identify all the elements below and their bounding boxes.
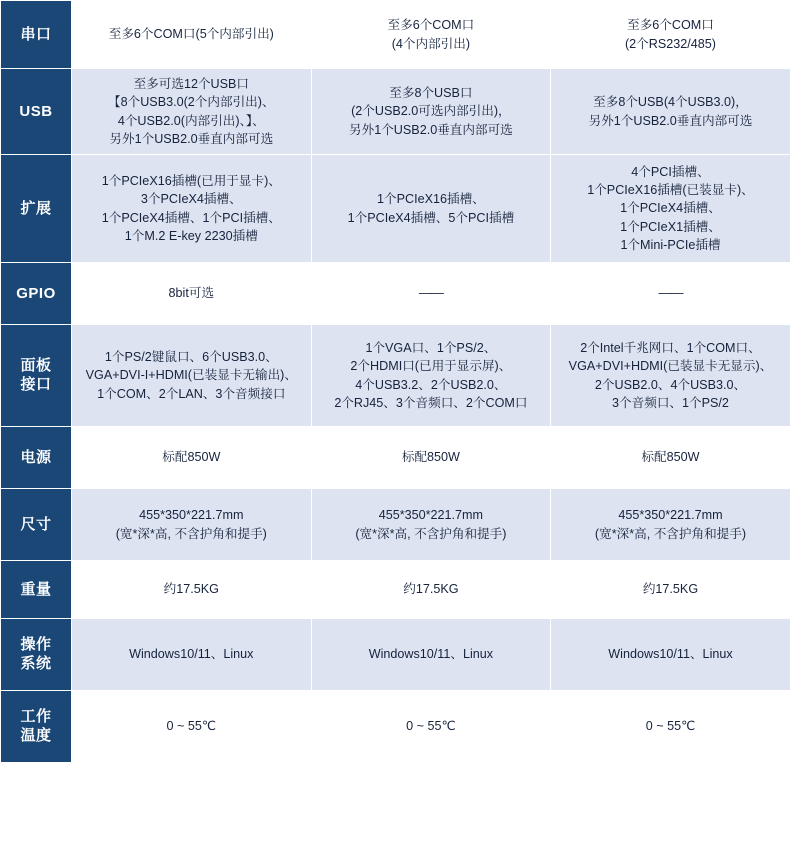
table-cell bbox=[311, 1, 551, 69]
cell-line: Windows10/11、Linux bbox=[368, 647, 494, 662]
cell-line: 455*350*221.7mm bbox=[378, 508, 484, 523]
cell-line: —— bbox=[418, 285, 443, 301]
cell-line: 3个音频口、1个PS/2 bbox=[612, 395, 729, 410]
cell-line: 1个COM、2个LAN、3个音频接口 bbox=[97, 386, 286, 401]
cell-line: 8bit可选 bbox=[168, 286, 215, 301]
table-cell bbox=[311, 427, 551, 489]
cell-line: 4个USB3.2、2个USB2.0、 bbox=[355, 377, 507, 392]
table-cell bbox=[72, 1, 312, 69]
cell-line: (4个内部引出) bbox=[391, 36, 471, 51]
row-label bbox=[1, 619, 72, 691]
cell-line: 0 ~ 55℃ bbox=[645, 719, 696, 734]
table-cell bbox=[311, 561, 551, 619]
cell-line: —— bbox=[658, 285, 683, 301]
cell-line: 另外1个USB2.0垂直内部可选 bbox=[588, 113, 753, 128]
cell-line: 约17.5KG bbox=[642, 582, 699, 597]
cell-line: 2个RJ45、3个音频口、2个COM口 bbox=[334, 395, 528, 410]
table-row bbox=[1, 155, 790, 263]
table-cell bbox=[72, 155, 312, 263]
cell-line: 另外1个USB2.0垂直内部可选 bbox=[109, 131, 274, 146]
cell-line: 2个USB2.0、4个USB3.0、 bbox=[594, 377, 747, 392]
cell-line: 0 ~ 55℃ bbox=[166, 719, 217, 734]
cell-line: 至多可选12个USB口 bbox=[133, 77, 250, 91]
table-row bbox=[1, 619, 790, 691]
cell-line: (宽*深*高, 不含护角和提手) bbox=[355, 526, 507, 541]
cell-line: 1个VGA口、1个PS/2、 bbox=[365, 341, 497, 355]
cell-line: 455*350*221.7mm bbox=[139, 508, 244, 523]
row-label: 电源 bbox=[1, 427, 72, 489]
row-label: USB bbox=[1, 69, 72, 155]
table-row bbox=[1, 691, 790, 763]
table-cell bbox=[72, 619, 312, 691]
cell-line: 1个PCIeX1插槽、 bbox=[620, 219, 721, 234]
row-label bbox=[1, 325, 72, 427]
cell-line: 至多8个USB(4个USB3.0)， bbox=[593, 95, 748, 110]
cell-line: 1个PCIeX16插槽(已装显卡)、 bbox=[587, 183, 754, 198]
cell-line: 2个HDMI口(已用于显示屏)、 bbox=[350, 359, 512, 374]
cell-line: VGA+DVI-I+HDMI(已装显卡无输出)、 bbox=[85, 368, 297, 383]
cell-line: 2个Intel千兆网口、1个COM口、 bbox=[580, 341, 761, 355]
cell-line: 1个PCIeX16插槽、 bbox=[376, 192, 485, 207]
cell-line: 约17.5KG bbox=[403, 582, 459, 597]
cell-line: 至多6个COM口 bbox=[387, 18, 475, 33]
table-cell bbox=[551, 69, 790, 155]
cell-line: 4个PCI插槽、 bbox=[631, 164, 710, 179]
table-row bbox=[1, 1, 790, 69]
cell-line: (宽*深*高, 不含护角和提手) bbox=[594, 526, 747, 541]
table-cell bbox=[311, 325, 551, 427]
cell-line: (2个USB2.0可选内部引出)， bbox=[351, 104, 511, 119]
row-label-line: 工作 bbox=[20, 707, 52, 725]
row-label bbox=[1, 691, 72, 763]
cell-line: 1个Mini-PCIe插槽 bbox=[620, 237, 721, 252]
cell-line: VGA+DVI+HDMI(已装显卡无显示)、 bbox=[568, 359, 773, 374]
table-cell bbox=[311, 69, 551, 155]
table-cell bbox=[311, 489, 551, 561]
cell-line: 0 ~ 55℃ bbox=[406, 719, 456, 734]
cell-line: 4个USB2.0(内部引出)、】、 bbox=[117, 113, 265, 128]
row-label: 尺寸 bbox=[1, 489, 72, 561]
table-cell bbox=[72, 691, 312, 763]
cell-line: 另外1个USB2.0垂直内部可选 bbox=[349, 122, 513, 137]
table-cell bbox=[72, 489, 312, 561]
cell-line: 1个PCIeX16插槽(已用于显卡)、 bbox=[101, 174, 281, 188]
row-label: 扩展 bbox=[1, 155, 72, 263]
table-cell bbox=[72, 263, 312, 325]
cell-line: 约17.5KG bbox=[163, 582, 219, 597]
row-label-line: 温度 bbox=[20, 726, 52, 744]
row-label: 串口 bbox=[1, 1, 72, 69]
cell-line: 1个PCIeX4插槽、5个PCI插槽 bbox=[347, 210, 515, 225]
table-row bbox=[1, 427, 790, 489]
row-label-line: 系统 bbox=[20, 654, 52, 672]
cell-line: 455*350*221.7mm bbox=[618, 508, 723, 523]
cell-line: Windows10/11、Linux bbox=[608, 647, 733, 662]
cell-line: 至多8个USB口 bbox=[389, 86, 473, 101]
row-label-line: 接口 bbox=[20, 375, 52, 393]
table-cell bbox=[551, 1, 790, 69]
table-cell bbox=[72, 325, 312, 427]
cell-line: Windows10/11、Linux bbox=[129, 647, 254, 662]
cell-line: 1个M.2 E-key 2230插槽 bbox=[124, 228, 258, 243]
table-cell bbox=[311, 155, 551, 263]
table-cell bbox=[551, 155, 790, 263]
cell-line: 1个PCIeX4插槽、 bbox=[620, 201, 721, 216]
table-cell bbox=[551, 427, 790, 489]
table-row bbox=[1, 325, 790, 427]
cell-line: 【8个USB3.0(2个内部引出)、 bbox=[108, 95, 275, 110]
row-label-line: 操作 bbox=[20, 635, 52, 653]
cell-line: 至多6个COM口(5个内部引出) bbox=[108, 27, 274, 42]
specification-table-body bbox=[1, 1, 790, 763]
table-cell bbox=[551, 489, 790, 561]
cell-line: 3个PCIeX4插槽、 bbox=[140, 192, 242, 207]
table-cell bbox=[72, 561, 312, 619]
table-row bbox=[1, 263, 790, 325]
table-cell bbox=[551, 263, 790, 325]
cell-line: 1个PCIeX4插槽、1个PCI插槽、 bbox=[101, 210, 281, 225]
table-cell bbox=[551, 619, 790, 691]
table-cell bbox=[311, 263, 551, 325]
table-cell bbox=[311, 691, 551, 763]
table-cell bbox=[551, 561, 790, 619]
row-label: GPIO bbox=[1, 263, 72, 325]
cell-line: 标配850W bbox=[162, 450, 221, 465]
row-label-line: 面板 bbox=[20, 356, 52, 374]
cell-line: 标配850W bbox=[641, 450, 700, 465]
table-cell bbox=[551, 691, 790, 763]
cell-line: 标配850W bbox=[401, 450, 460, 465]
table-cell bbox=[311, 619, 551, 691]
table-row bbox=[1, 69, 790, 155]
cell-line: 1个PS/2键鼠口、6个USB3.0、 bbox=[104, 350, 278, 365]
cell-line: (2个RS232/485) bbox=[624, 36, 716, 51]
row-label: 重量 bbox=[1, 561, 72, 619]
table-cell bbox=[72, 69, 312, 155]
table-row bbox=[1, 489, 790, 561]
table-cell bbox=[551, 325, 790, 427]
table-row bbox=[1, 561, 790, 619]
cell-line: (宽*深*高, 不含护角和提手) bbox=[115, 526, 267, 541]
cell-line: 至多6个COM口 bbox=[627, 18, 714, 33]
table-cell bbox=[72, 427, 312, 489]
